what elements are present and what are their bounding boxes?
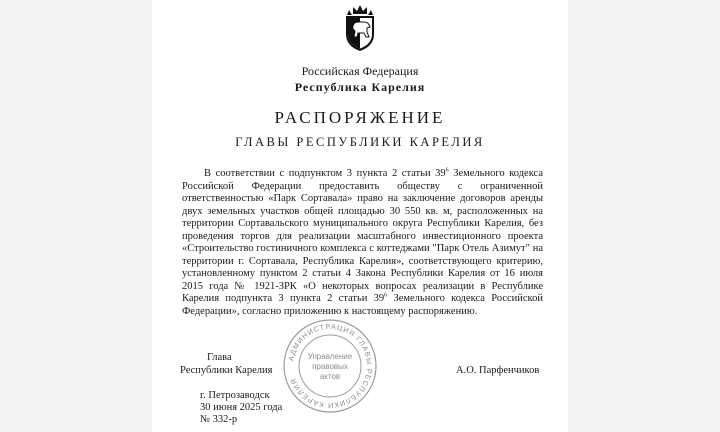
document-title: РАСПОРЯЖЕНИЕ [274,108,446,127]
body-superscript-2: 6 [384,292,388,299]
footer-date: 30 июня 2025 года [200,402,283,413]
stamp-line2: правовых [312,362,348,371]
official-stamp [280,316,380,416]
document-subtitle: ГЛАВЫ РЕСПУБЛИКИ КАРЕЛИЯ [235,135,485,149]
signature-title-line2: Республики Карелия [180,365,273,376]
header-republic: Республика Карелия [294,80,426,94]
signature-title-line1: Глава [207,352,232,363]
signature-name: А.О. Парфенчиков [456,365,540,376]
document-page [152,0,568,432]
stamp-line3: актов [319,372,341,381]
stamp-ring-text: АДМИНИСТРАЦИЯ ГЛАВЫ РЕСПУБЛИКИ КАРЕЛИЯ [286,321,375,411]
body-text-part2: Земельного кодекса Российской Федерации предоставить обществу с ограниченной ответственностью «Парк Сортавала» право на заключение договоров аренды двух земельных участков общей площадью 30 550 кв. м, расположенных на территории Сортавальского муниципального округа Республики Карелия, без проведения торгов для реализации масштабного инвестиционного проекта «Строительство гостиничного комплекса с коттеджами "Парк Отель Азимут" на территории г. Сортавала, Республика Карелия», соответствующего критерию, установленному пунктом 2 статьи 4 Закона Республики Карелия от 16 июля 2015 года № 1921-ЗРК «О некоторых вопросах реализации в Республике Карелия подпункта 3 пункта 2 статьи 39 [182,168,544,304]
stamp-line1: Управление [307,352,353,361]
body-superscript-1: 6 [445,167,449,174]
body-text-part1: В соответствии с подпунктом 3 пункта 2 статьи 39 [204,168,446,179]
karelia-coat-of-arms-icon [342,4,378,52]
footer-city: г. Петрозаводск [200,390,270,401]
body-text-part3: Земельного кодекса Российской Федерации», согласно приложению к настоящему распоряжению. [182,293,543,317]
document-body [182,168,543,318]
header-federation: Российская Федерация [301,64,419,78]
footer-number: № 332-р [200,414,238,425]
